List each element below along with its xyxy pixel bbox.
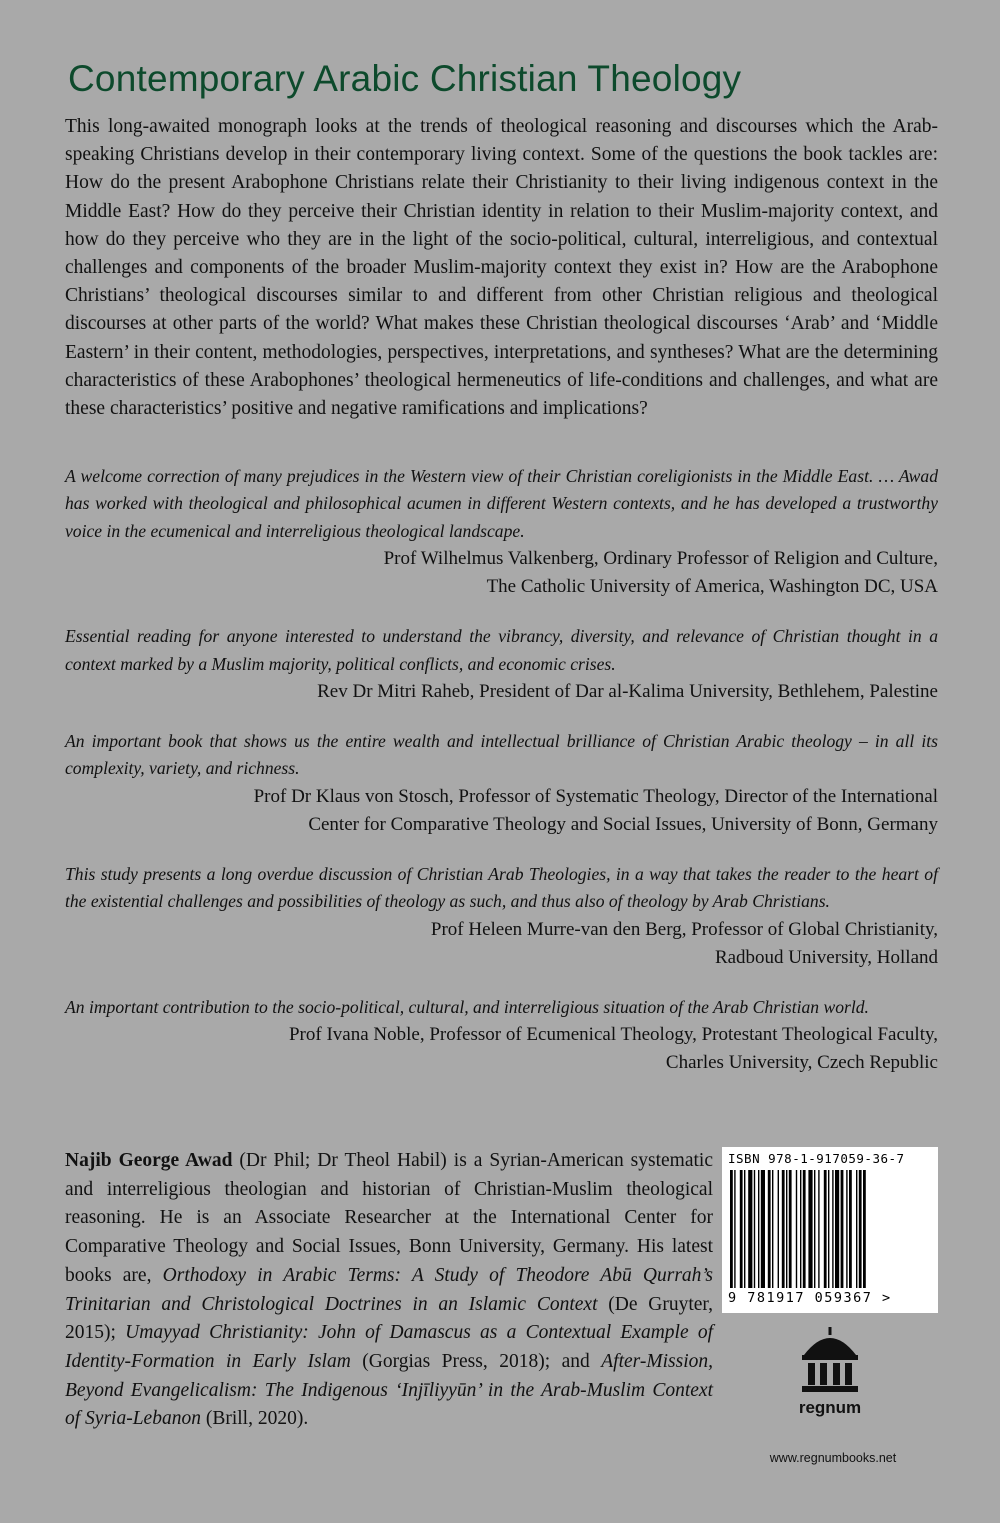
book-title-2: Umayyad Christianity: John of Damascus as a Contextual Example of Identity-Formation in Early Islam [65,1322,713,1372]
endorsements [65,463,938,1099]
barcode-bar [778,1170,779,1288]
barcode-bar [744,1170,745,1288]
book-title-3: After-Mission, Beyond Evangelicalism: The Indigenous ‘Injīliyyūn’ in the Arab-Muslim Context of Syria-Lebanon [65,1350,713,1430]
barcode-bar [803,1170,806,1288]
barcode-bar [856,1170,857,1288]
endorsement [65,994,938,1077]
barcode-bar [808,1170,812,1288]
barcode-bar [824,1170,827,1288]
publisher-url: www.regnumbooks.net [769,1451,897,1465]
barcode-bar [796,1170,797,1288]
publisher-name: regnum [798,1398,862,1417]
barcode-bar [818,1170,819,1288]
endorsement-attribution [65,916,938,972]
endorsement-quote: Essential reading for anyone interested to understand the vibrancy, diversity, and relevance of Christian thought in a context marked by a Muslim majority, political conflicts, and economic crises. [65,626,938,674]
barcode-bar [828,1170,829,1288]
barcode-bar [849,1170,852,1288]
publisher-logo [770,1325,890,1418]
attribution-line: Center for Comparative Theology and Social Issues, University of Bonn, Germany [308,813,938,835]
author-bio [65,1147,713,1434]
attribution-line: Rev Dr Mitri Raheb, President of Dar al-Kalima University, Bethlehem, Palestine [317,681,938,703]
barcode-bar [740,1170,743,1288]
attribution-line: Prof Wilhelmus Valkenberg, Ordinary Professor of Religion and Culture, [383,548,938,570]
attribution-line: Charles University, Czech Republic [665,1052,938,1074]
endorsement [65,728,938,839]
barcode-bar [782,1170,785,1288]
attribution-line: Prof Heleen Murre-van den Berg, Professor of Global Christianity, [430,918,938,940]
barcode-bar [754,1170,755,1288]
author-name: Najib George Awad [65,1150,233,1171]
barcode-bar [730,1170,733,1288]
barcode-bar [814,1170,815,1288]
endorsement-quote: This study presents a long overdue discussion of Christian Arab Theologies, in a way that takes the reader to the heart of the existential challenges and possibilities of theology as such, and thus also of theology by Arab Christians. [65,863,938,912]
endorsement [65,861,938,972]
book-title-1: Orthodoxy in Arabic Terms: A Study of Theodore Abū Qurrah’s Trinitarian and Christological Doctrines in an Islamic Context [65,1264,713,1315]
barcode-bar [748,1170,752,1288]
bio-text: (Gorgias Press, 2018); and [350,1350,602,1372]
barcode-bar [863,1170,866,1288]
barcode-bar [761,1170,765,1288]
attribution-line: Radboud University, Holland [714,946,938,968]
barcode-bar [768,1170,771,1288]
attribution-line: The Catholic University of America, Washington DC, USA [486,576,938,598]
barcode-bar [758,1170,759,1288]
endorsement [65,623,938,706]
book-title: Contemporary Arabic Christian Theology [68,58,742,99]
barcode-bar [772,1170,773,1288]
barcode-bar [841,1170,844,1288]
endorsement-attribution [65,545,938,601]
bio-text: (Dr Phil; Dr Theol Habil) is a Syrian-American systematic and interreligious theologian and historian of Christian-Muslim theological reasoning. He is an Associate Researcher at the International Center for Comparative Theology and Social Issues, Bonn University, Germany. His latest books are, [65,1150,713,1286]
barcode-bar [859,1170,862,1288]
endorsement-attribution [65,1021,938,1077]
barcode-bars [728,1170,932,1288]
barcode-bar [832,1170,833,1288]
endorsement-attribution [65,783,938,839]
book-description: This long-awaited monograph looks at the trends of theological reasoning and discourses which the Arab-speaking Christians develop in their contemporary living context. Some of the questions the book tackles are: How do the present Arabophone Christians relate their Christianity to their living indigenous context in the Middle East? How do they perceive their Christian identity in relation to their Muslim-majority context, and how do they perceive who they are in the light of the socio-political, cultural, interreligious, and contextual challenges and components of the broader Muslim-majority context they exist in? How are the Arabophone Christians’ theological discourses similar to and different from other Christian religious and theological discourses at other parts of the world? What makes these Christian theological discourses ‘Arab’ and ‘Middle Eastern’ in their content, methodologies, perspectives, interpretations, and syntheses? What are the determining characteristics of these Arabophones’ theological hermeneutics of life-conditions and challenges, and what are these characteristics’ positive and negative ramifications and implications? [65,116,938,420]
attribution-line: Prof Dr Klaus von Stosch, Professor of Systematic Theology, Director of the International [253,785,938,807]
barcode-bar [734,1170,735,1288]
endorsement-quote: An important book that shows us the entire wealth and intellectual brilliance of Christian Arabic theology – in all its complexity, variety, and richness. [65,731,938,779]
barcode-bar [800,1170,801,1288]
endorsement-quote: A welcome correction of many prejudices in the Western view of their Christian coreligionists in the Middle East. … Awad has worked with theological and philosophical acumen in different Western contexts, and he has developed a trustworthy voice in the ecumenical and interreligious theological landscape. [65,466,938,541]
bio-text: (De Gruyter, 2015); [65,1293,713,1344]
barcode-bar [835,1170,839,1288]
endorsement [65,463,938,601]
barcode-bar [786,1170,787,1288]
endorsement-attribution [65,678,938,706]
attribution-line: Prof Ivana Noble, Professor of Ecumenical Theology, Protestant Theological Faculty, [288,1024,938,1046]
endorsement-quote: An important contribution to the socio-political, cultural, and interreligious situation of the Arab Christian world. [65,996,869,1017]
isbn-label: ISBN 978-1-917059-36-7 [728,1151,905,1166]
barcode-bar [789,1170,792,1288]
bio-text: (Brill, 2020). [200,1408,309,1430]
regnum-building-icon [790,1325,870,1395]
barcode-digits: 9 781917 059367 > [728,1290,892,1306]
isbn-barcode [722,1147,938,1313]
barcode-bar [846,1170,847,1288]
